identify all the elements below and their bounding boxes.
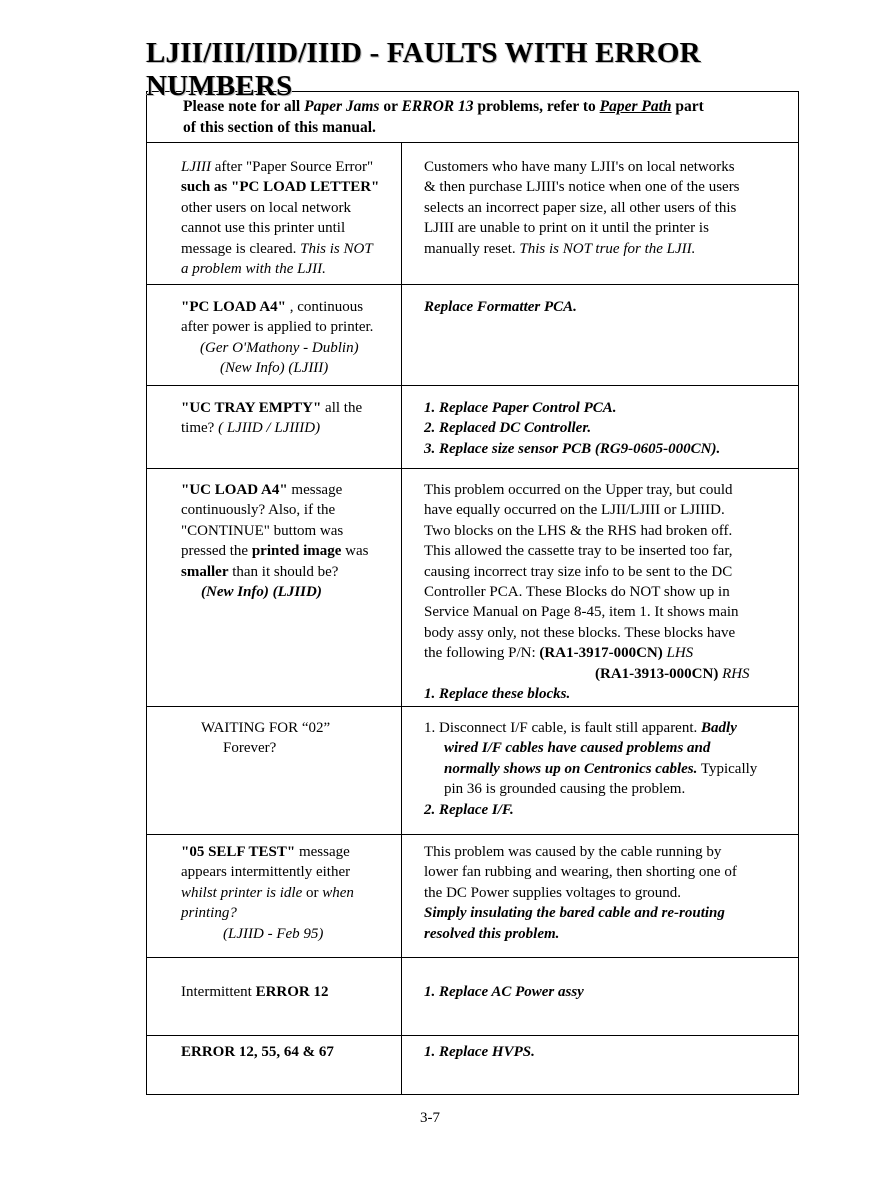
fault-remedy — [424, 398, 800, 459]
cell-text: (LJIID - Feb 95) — [223, 925, 324, 942]
cell-text: , continuous — [286, 299, 364, 315]
intro-note — [183, 96, 783, 138]
cell-text: after power is applied to printer. — [181, 319, 374, 336]
cell-text: This problem was caused by the cable running by — [424, 844, 722, 860]
paper-path-link[interactable]: Paper Path — [599, 98, 672, 115]
cell-text: message — [287, 482, 343, 498]
cell-text: (Ger O'Mathony - Dublin) — [200, 339, 359, 356]
note-text: or — [379, 98, 402, 115]
cell-text: Replace Formatter PCA. — [424, 299, 577, 315]
cell-text: "05 SELF TEST" — [181, 844, 296, 860]
cell-text: the following P/N: — [424, 645, 540, 662]
cell-text: pressed the — [181, 543, 252, 560]
note-text: problems, refer to — [473, 98, 600, 115]
note-paper-jams: Paper Jams — [304, 98, 380, 115]
cell-text: appears intermittently either — [181, 864, 351, 881]
column-divider — [401, 1035, 402, 1095]
cell-text: when — [322, 884, 354, 901]
page-number: 3-7 — [420, 1110, 440, 1126]
fault-remedy — [424, 842, 800, 944]
cell-text: "UC LOAD A4" — [181, 482, 288, 498]
cell-text: or — [302, 884, 323, 901]
fault-remedy — [424, 480, 800, 704]
cell-text: printed image — [251, 543, 342, 560]
cell-text: a problem with the LJII. — [181, 261, 326, 278]
cell-text: Intermittent — [181, 984, 256, 1000]
cell-text: LJIII — [181, 159, 211, 175]
cell-text: This problem occurred on the Upper tray, but could — [424, 482, 733, 498]
cell-text: LHS — [666, 645, 694, 662]
cell-text: have equally occurred on the LJII/LJIII or LJIIID. — [424, 502, 725, 519]
cell-text: This is NOT — [300, 240, 373, 257]
cell-text: Badly — [701, 720, 737, 736]
column-divider — [401, 468, 402, 706]
cell-text: 1. Replace Paper Control PCA. — [424, 400, 617, 416]
cell-text: & then purchase LJIII's notice when one of the users — [424, 179, 740, 196]
cell-text: LJIII are unable to print on it until the printer is — [424, 220, 709, 237]
cell-text: 1. Replace these blocks. — [424, 686, 571, 703]
cell-text: selects an incorrect paper size, all other users of this — [424, 199, 737, 216]
column-divider — [401, 385, 402, 468]
note-text: Please note for all — [183, 98, 305, 115]
cell-text: other users on local network — [181, 199, 351, 216]
cell-text: 2. Replace I/F. — [424, 801, 514, 818]
cell-text: pin 36 is grounded causing the problem. — [444, 781, 686, 798]
fault-symptom — [181, 157, 396, 279]
cell-text: ERROR 12, 55, 64 & 67 — [181, 1044, 334, 1060]
cell-text: WAITING FOR “02” — [201, 720, 331, 736]
column-divider — [401, 284, 402, 385]
column-divider — [401, 142, 402, 284]
fault-symptom — [181, 842, 396, 944]
cell-text: 1. Disconnect I/F cable, is fault still apparent. — [424, 720, 702, 736]
fault-remedy — [424, 1042, 800, 1062]
cell-text: Forever? — [223, 740, 277, 757]
cell-text: 1. Replace AC Power assy — [424, 984, 584, 1000]
note-text: of this section of this manual. — [183, 119, 376, 136]
cell-text: Service Manual on Page 8-45, item 1. It shows main — [424, 604, 739, 621]
cell-text: continuously? Also, if the — [181, 502, 336, 519]
cell-text: smaller — [181, 563, 229, 580]
cell-text: 2. Replaced DC Controller. — [424, 420, 592, 437]
fault-symptom — [181, 480, 396, 602]
cell-text: "UC TRAY EMPTY" — [181, 400, 322, 416]
cell-text: Controller PCA. These Blocks do NOT show up in — [424, 584, 730, 601]
cell-text: after "Paper Source Error" — [211, 159, 374, 175]
cell-text: This allowed the cassette tray to be inserted too far, — [424, 543, 733, 560]
cell-text: Simply insulating the bared cable and re-routing — [424, 905, 725, 922]
cell-text: (RA1-3917-000CN) — [539, 645, 663, 662]
cell-text: printing? — [181, 905, 237, 922]
fault-symptom — [181, 398, 396, 439]
cell-text: RHS — [722, 665, 750, 682]
page-title: LJII/III/IID/IIID - FAULTS WITH ERROR NUMBERS — [146, 48, 799, 92]
fault-remedy — [424, 718, 800, 820]
cell-text: "CONTINUE" buttom was — [181, 522, 344, 539]
note-error13: ERROR 13 — [401, 98, 474, 115]
cell-text: causing incorrect tray size info to be sent to the DC — [424, 563, 733, 580]
cell-text: message is cleared. — [181, 240, 301, 257]
cell-text: (New Info) (LJIII) — [220, 360, 329, 377]
cell-text: resolved this problem. — [424, 925, 560, 942]
fault-symptom — [181, 297, 396, 379]
cell-text: Two blocks on the LHS & the RHS had broken off. — [424, 522, 733, 539]
cell-text: message — [295, 844, 350, 860]
cell-text: lower fan rubbing and wearing, then shorting one of — [424, 864, 737, 881]
cell-text: was — [341, 543, 369, 560]
cell-text: whilst printer is idle — [181, 884, 303, 901]
cell-text: "PC LOAD A4" — [181, 299, 286, 315]
fault-symptom — [181, 1042, 396, 1062]
cell-text: such as "PC LOAD LETTER" — [181, 179, 380, 196]
cell-text: body assy only, not these blocks. These blocks have — [424, 624, 736, 641]
cell-text: (RA1-3913-000CN) — [595, 665, 719, 682]
cell-text: ERROR 12 — [255, 984, 329, 1000]
fault-remedy — [424, 297, 800, 317]
cell-text: manually reset. — [424, 240, 520, 257]
fault-remedy — [424, 157, 800, 259]
fault-symptom — [181, 718, 396, 759]
cell-text: 1. Replace HVPS. — [424, 1044, 535, 1060]
cell-text: normally shows up on Centronics cables. — [444, 760, 698, 777]
cell-text: time? — [181, 420, 219, 437]
column-divider — [401, 834, 402, 957]
cell-text: cannot use this printer until — [181, 220, 346, 237]
note-text: part — [671, 98, 704, 115]
cell-text: (New Info) (LJIID) — [201, 584, 322, 601]
fault-symptom — [181, 982, 396, 1002]
cell-text: the DC Power supplies voltages to ground. — [424, 884, 682, 901]
cell-text: wired I/F cables have caused problems and — [444, 740, 711, 757]
cell-text: Typically — [697, 760, 758, 777]
cell-text: Customers who have many LJII's on local networks — [424, 159, 735, 175]
cell-text: than it should be? — [228, 563, 339, 580]
cell-text: all the — [321, 400, 363, 416]
fault-remedy — [424, 982, 800, 1002]
column-divider — [401, 957, 402, 1035]
cell-text: 3. Replace size sensor PCB (RG9-0605-000CN). — [424, 440, 721, 457]
column-divider — [401, 706, 402, 834]
cell-text: This is NOT true for the LJII. — [519, 240, 696, 257]
cell-text: ( LJIID / LJIIID) — [218, 420, 321, 437]
